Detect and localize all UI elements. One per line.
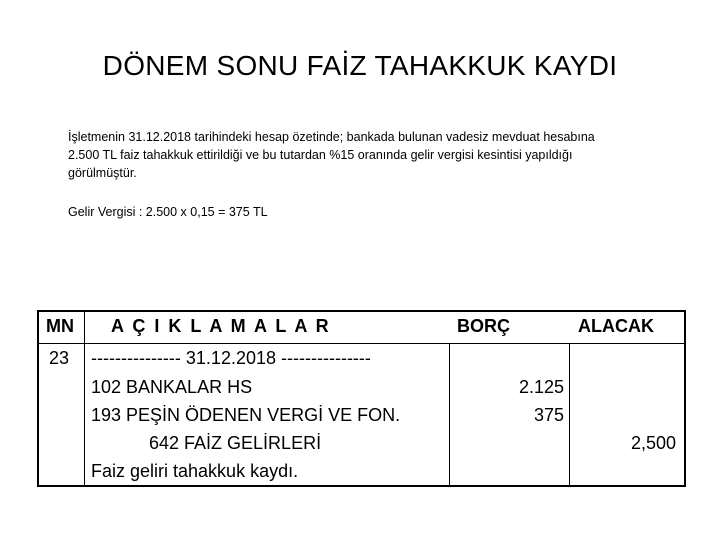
page-title: DÖNEM SONU FAİZ TAHAKKUK KAYDI [102,50,618,81]
tax-calculation: Gelir Vergisi : 2.500 x 0,15 = 375 TL [68,205,268,219]
account-line-642: 642 FAİZ GELİRLERİ [149,433,322,453]
debit-amount-102: 2.125 [518,377,564,397]
account-line-102: 102 BANKALAR HS [91,377,253,397]
entry-note: Faiz geliri tahakkuk kaydı. [91,461,299,481]
header-divider [39,343,684,344]
intro-line-3: görülmüştür. [68,166,137,180]
entry-date-line: --------------- 31.12.2018 --------------- [91,348,371,368]
intro-line-1: İşletmenin 31.12.2018 tarihindeki hesap özetinde; bankada bulunan vadesiz mevduat hesabına [68,130,595,144]
intro-paragraph [68,128,668,182]
entry-number: 23 [49,348,70,368]
account-line-193: 193 PEŞİN ÖDENEN VERGİ VE FON. [91,405,401,425]
column-divider-debit [569,343,570,485]
header-debit: BORÇ [457,316,510,336]
header-mn: MN [46,316,74,336]
header-credit: ALACAK [578,316,654,336]
credit-amount-642: 2,500 [630,433,676,453]
journal-entry-table [37,310,686,487]
header-description: A Ç I K L A M A L A R [111,316,330,336]
intro-line-2: 2.500 TL faiz tahakkuk ettirildiği ve bu tutardan %15 oranında gelir vergisi kesintisi yapıldığı [68,148,573,162]
column-divider-description [449,343,450,485]
debit-amount-193: 375 [533,405,564,425]
column-divider-mn [84,312,85,485]
